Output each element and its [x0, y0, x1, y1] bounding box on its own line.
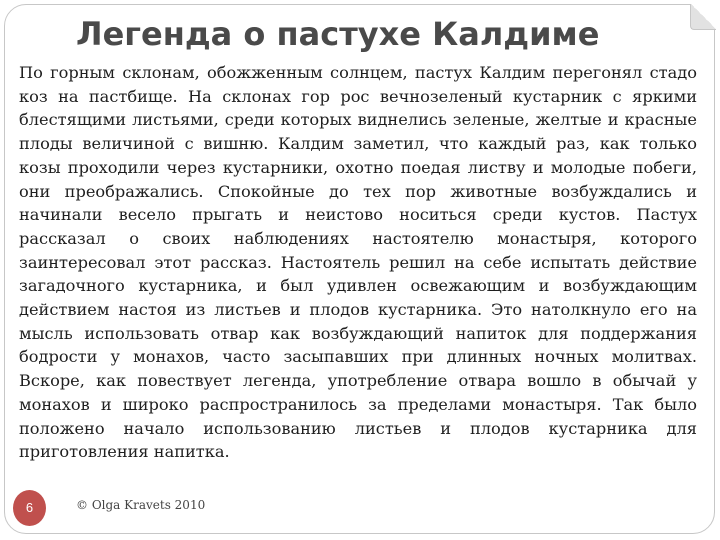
slide-body-text: По горным склонам, обожженным солнцем, пастух Калдим перегонял стадо коз на пастбище. На склонах гор рос вечнозеленый кустарник с яркими блестящими листьями, среди которых виднелись зеленые, желтые и красные плоды величиной с вишню. Калдим заметил, что каждый раз, как только козы проходили через кустарники, охотно поедая листву и молодые побеги, они преображались. Спокойные до тех пор животные возбуждались и начинали весело прыгать и неистово носиться среди кустов. Пастух рассказал о своих наблюдениях настоятелю монастыря, которого заинтересовал этот рассказ. Настоятель решил на себе испытать действие загадочного кустарника, и был удивлен освежающим и возбуждающим действием настоя из листьев и плодов кустарника. Это натолкнуло его на мысль использовать отвар как возбуждающий напиток для поддержания бодрости у монахов, часто засыпавших при длинных ночных молитвах. Вскоре, как повествует легенда, употребление отвара вошло в обычай у монахов и широко распространилось за пределами монастыря. Так было положено начало использованию листьев и плодов кустарника для приготовления напитка.: [19, 63, 697, 462]
slide-number-badge: 6: [13, 490, 46, 526]
copyright-footer: © Olga Kravets 2010: [76, 498, 206, 512]
slide-title: Легенда о пастухе Калдиме: [76, 15, 600, 53]
page-corner-fold: [690, 4, 716, 30]
